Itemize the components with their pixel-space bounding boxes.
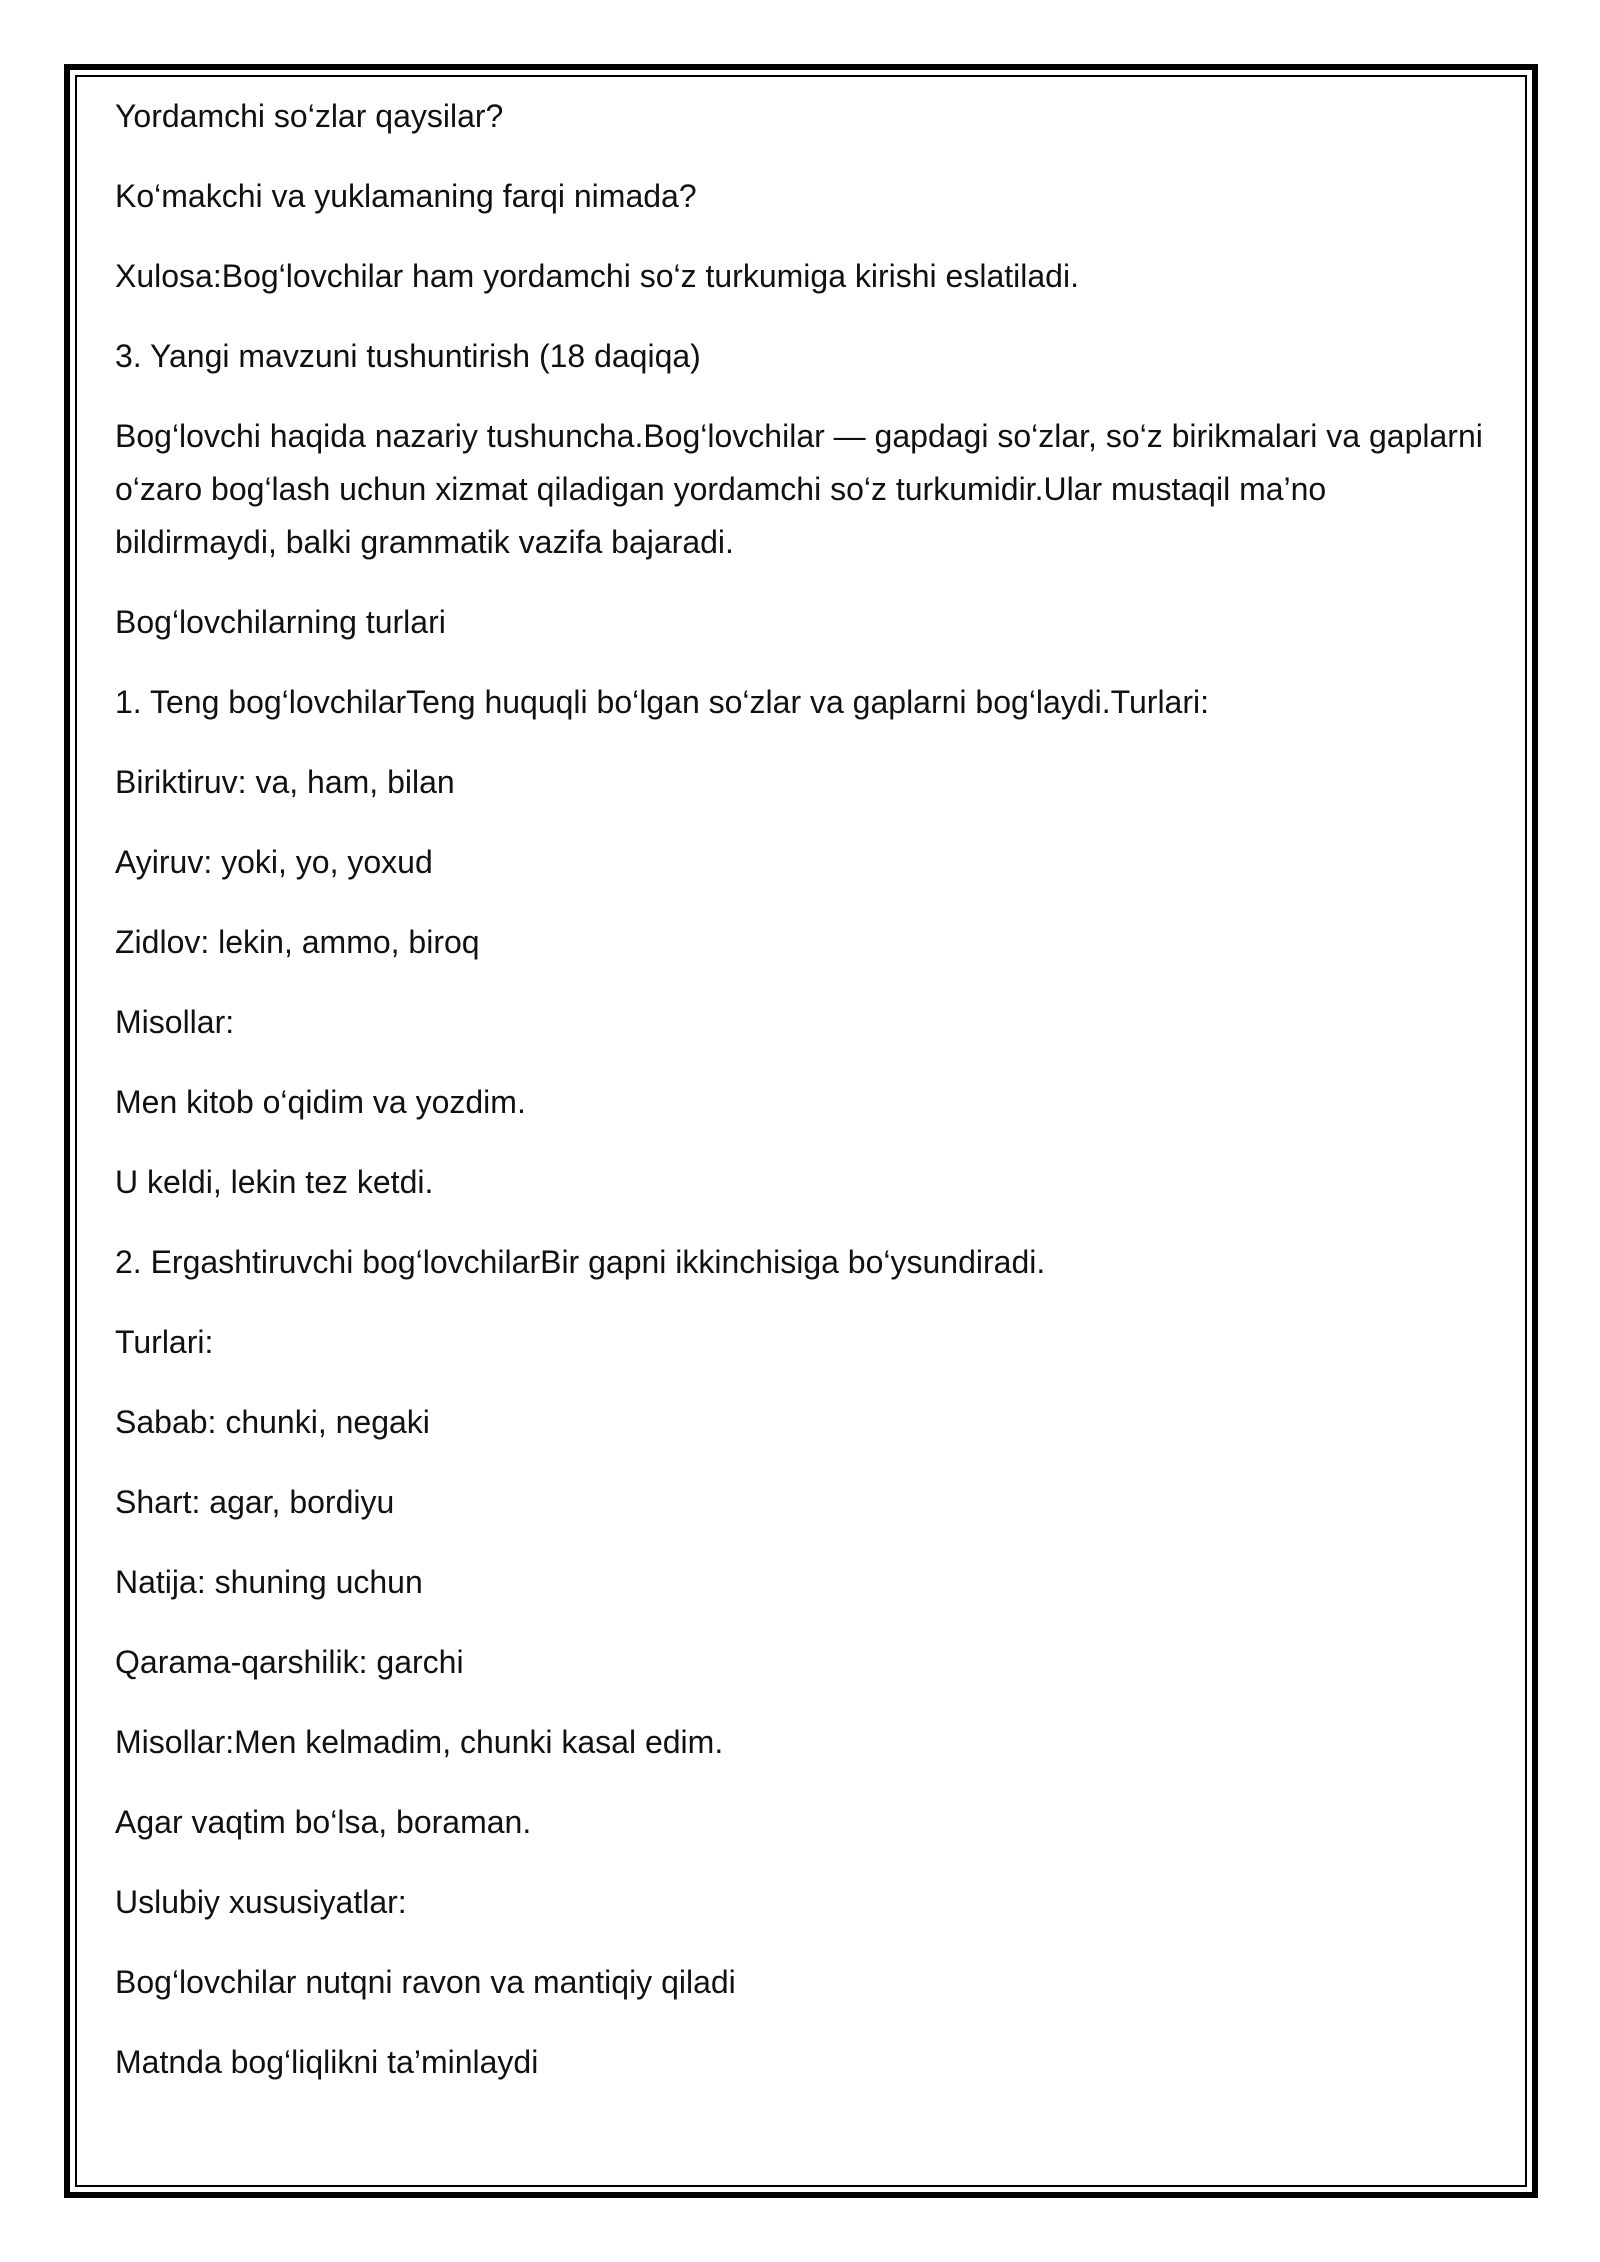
document-body <box>115 90 1495 2116</box>
list-item: Sabab: chunki, negaki <box>115 1404 430 1440</box>
question-helper-words: Yordamchi so‘zlar qaysilar? <box>115 98 504 134</box>
list-item: Biriktiruv: va, ham, bilan <box>115 764 455 800</box>
stylistic-features-heading: Uslubiy xususiyatlar: <box>115 1884 407 1920</box>
list-item: Qarama-qarshilik: garchi <box>115 1644 464 1680</box>
types-label: Turlari: <box>115 1324 214 1360</box>
theory-paragraph: Bog‘lovchi haqida nazariy tushuncha.Bog‘lovchilar — gapdagi so‘zlar, so‘z birikmalari va gaplarni o‘zaro bog‘lash uchun xizmat qiladigan yordamchi so‘z turkumidir.Ular mustaqil ma’no bildirmaydi, balki grammatik vazifa bajaradi. <box>115 418 1483 560</box>
conclusion-paragraph: Xulosa:Bog‘lovchilar ham yordamchi so‘z turkumiga kirishi eslatiladi. <box>115 258 1079 294</box>
section-heading-new-topic: 3. Yangi mavzuni tushuntirish (18 daqiqa) <box>115 338 701 374</box>
coordinating-conjunctions-heading: 1. Teng bog‘lovchilarTeng huquqli bo‘lgan so‘zlar va gaplarni bog‘laydi.Turlari: <box>115 684 1209 720</box>
example-sentence: Misollar:Men kelmadim, chunki kasal edim. <box>115 1724 724 1760</box>
question-postposition-particle: Ko‘makchi va yuklamaning farqi nimada? <box>115 178 697 214</box>
list-item: Ayiruv: yoki, yo, yoxud <box>115 844 433 880</box>
list-item: Natija: shuning uchun <box>115 1564 423 1600</box>
conjunction-types-heading: Bog‘lovchilarning turlari <box>115 604 446 640</box>
list-item: Zidlov: lekin, ammo, biroq <box>115 924 480 960</box>
example-sentence: Agar vaqtim bo‘lsa, boraman. <box>115 1804 532 1840</box>
subordinating-conjunctions-heading: 2. Ergashtiruvchi bog‘lovchilarBir gapni ikkinchisiga bo‘ysundiradi. <box>115 1244 1046 1280</box>
example-sentence: Men kitob o‘qidim va yozdim. <box>115 1084 526 1120</box>
list-item: Shart: agar, bordiyu <box>115 1484 395 1520</box>
list-item: Matnda bog‘liqlikni ta’minlaydi <box>115 2044 539 2080</box>
example-sentence: U keldi, lekin tez ketdi. <box>115 1164 434 1200</box>
list-item: Bog‘lovchilar nutqni ravon va mantiqiy qiladi <box>115 1964 736 2000</box>
examples-label: Misollar: <box>115 1004 235 1040</box>
